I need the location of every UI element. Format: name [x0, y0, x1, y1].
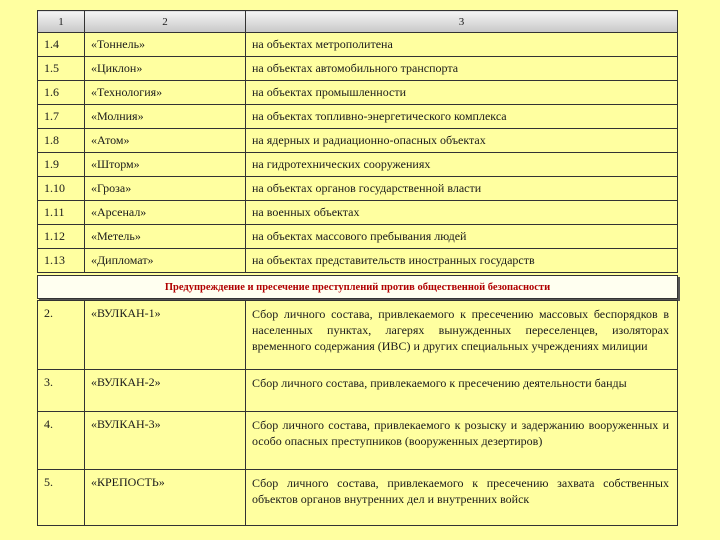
row-description: на объектах представительств иностранных государств: [246, 249, 678, 273]
table-row: [38, 470, 678, 526]
header-col-2: 2: [85, 11, 246, 33]
row-name: «ВУЛКАН-2»: [85, 370, 246, 412]
row-number: 1.4: [38, 33, 85, 57]
table-row: [38, 201, 678, 225]
row-description: на объектах органов государственной власти: [246, 177, 678, 201]
row-number: 1.6: [38, 81, 85, 105]
plans-table: [37, 300, 678, 526]
row-name: «ВУЛКАН-3»: [85, 412, 246, 470]
row-description: на объектах массового пребывания людей: [246, 225, 678, 249]
table-row: [38, 249, 678, 273]
row-number: 1.7: [38, 105, 85, 129]
table-row: [38, 105, 678, 129]
row-number: 3.: [38, 370, 85, 412]
row-description: Сбор личного состава, привлекаемого к пресечению захвата собственных объектов органов внутренних дел и внутренних войск: [246, 470, 678, 526]
table-row: [38, 225, 678, 249]
row-description: на гидротехнических сооружениях: [246, 153, 678, 177]
table-row: [38, 33, 678, 57]
table-row: [38, 370, 678, 412]
table-row: [38, 153, 678, 177]
row-name: «Гроза»: [85, 177, 246, 201]
row-description: на ядерных и радиационно-опасных объектах: [246, 129, 678, 153]
row-name: «Дипломат»: [85, 249, 246, 273]
table-row: [38, 412, 678, 470]
row-description: на объектах топливно-энергетического комплекса: [246, 105, 678, 129]
table-row: [38, 57, 678, 81]
row-number: 1.8: [38, 129, 85, 153]
row-name: «Метель»: [85, 225, 246, 249]
row-description: на объектах автомобильного транспорта: [246, 57, 678, 81]
row-number: 1.9: [38, 153, 85, 177]
row-name: «Арсенал»: [85, 201, 246, 225]
row-description: Сбор личного состава, привлекаемого к пресечению массовых беспорядков в населенных пунктах, лагерях вынужденных переселенцев, изоляторах временного содержания (ИВС) и других специальных учреждениях милиции: [246, 301, 678, 370]
operations-table: [37, 10, 678, 273]
row-description: на объектах метрополитена: [246, 33, 678, 57]
header-row: [38, 11, 678, 33]
table-row: [38, 129, 678, 153]
row-name: «ВУЛКАН-1»: [85, 301, 246, 370]
row-name: «Тоннель»: [85, 33, 246, 57]
table-row: [38, 301, 678, 370]
row-description: на объектах промышленности: [246, 81, 678, 105]
row-number: 1.11: [38, 201, 85, 225]
row-description: Сбор личного состава, привлекаемого к пресечению деятельности банды: [246, 370, 678, 412]
row-description: Сбор личного состава, привлекаемого к розыску и задержанию вооруженных и особо опасных преступников (вооруженных дезертиров): [246, 412, 678, 470]
row-name: «Технология»: [85, 81, 246, 105]
row-number: 1.12: [38, 225, 85, 249]
row-name: «Атом»: [85, 129, 246, 153]
section-title-banner: Предупреждение и пресечение преступлений против общественной безопасности: [37, 275, 678, 299]
row-name: «Шторм»: [85, 153, 246, 177]
row-description: на военных объектах: [246, 201, 678, 225]
row-name: «КРЕПОСТЬ»: [85, 470, 246, 526]
row-name: «Циклон»: [85, 57, 246, 81]
row-number: 1.10: [38, 177, 85, 201]
row-number: 5.: [38, 470, 85, 526]
table-row: [38, 177, 678, 201]
row-number: 1.13: [38, 249, 85, 273]
table-row: [38, 81, 678, 105]
row-number: 4.: [38, 412, 85, 470]
header-col-1: 1: [38, 11, 85, 33]
row-number: 1.5: [38, 57, 85, 81]
row-number: 2.: [38, 301, 85, 370]
row-name: «Молния»: [85, 105, 246, 129]
header-col-3: 3: [246, 11, 678, 33]
